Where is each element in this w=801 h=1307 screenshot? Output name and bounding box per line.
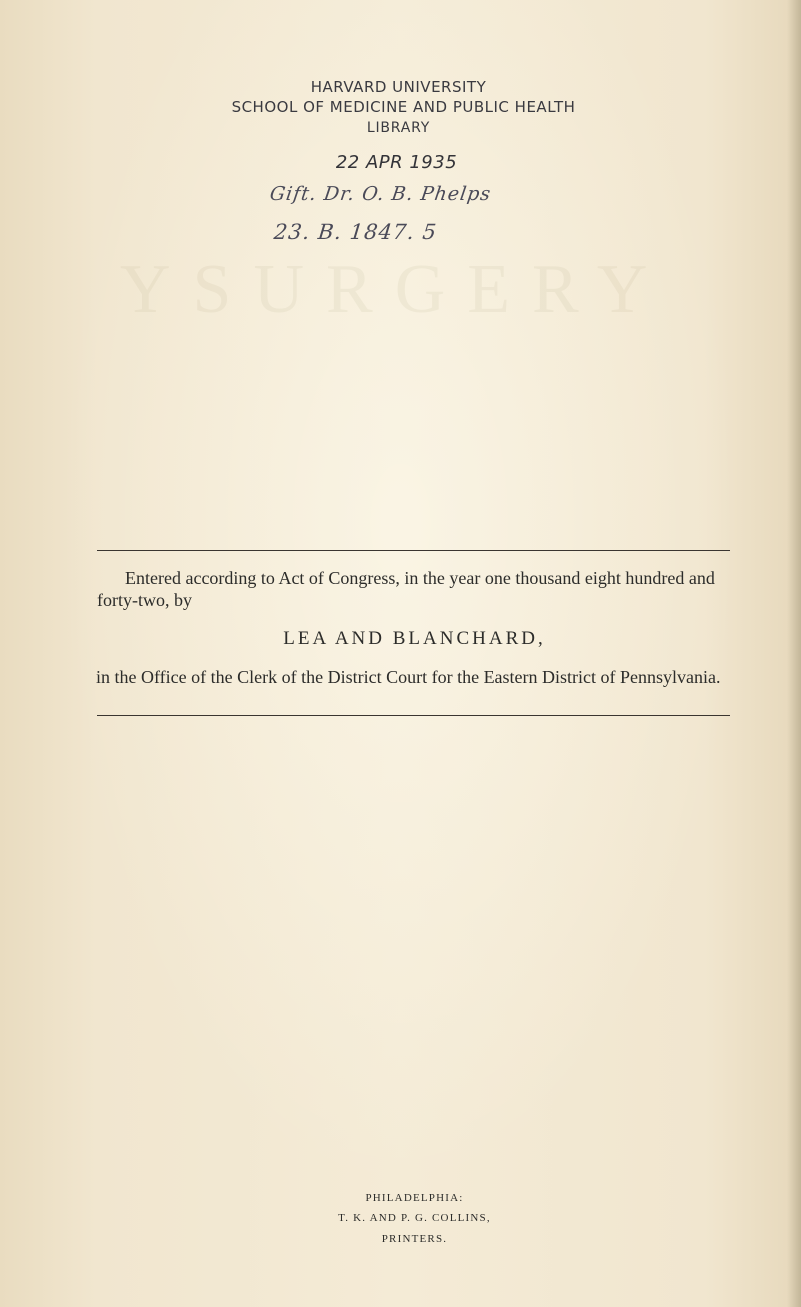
copyright-office-text: in the Office of the Clerk of the District Court for the Eastern District of Pennsylvania. <box>96 667 721 687</box>
bottom-rule <box>97 715 730 716</box>
stamp-library: LIBRARY <box>366 120 431 136</box>
publisher-name: LEA AND BLANCHARD, <box>283 628 546 649</box>
bleed-through-text: YSURGERY <box>120 251 670 328</box>
handwritten-gift-note: Gift. Dr. O. B. Phelps <box>268 183 493 205</box>
stamp-institution: HARVARD UNIVERSITY <box>310 78 487 96</box>
imprint-printers-names: T. K. AND P. G. COLLINS, <box>338 1212 491 1224</box>
copyright-entry-text: Entered according to Act of Congress, in the year one thousand eight hundred and forty-two, by <box>97 568 715 610</box>
imprint-city: PHILADELPHIA: <box>365 1192 464 1204</box>
stamp-school: SCHOOL OF MEDICINE AND PUBLIC HEALTH <box>231 98 576 116</box>
stamp-date: 22 APR 1935 <box>335 152 458 173</box>
handwritten-call-number: 23. B. 1847. 5 <box>272 220 439 244</box>
imprint-printers-label: PRINTERS. <box>381 1233 448 1245</box>
top-rule <box>97 550 730 551</box>
